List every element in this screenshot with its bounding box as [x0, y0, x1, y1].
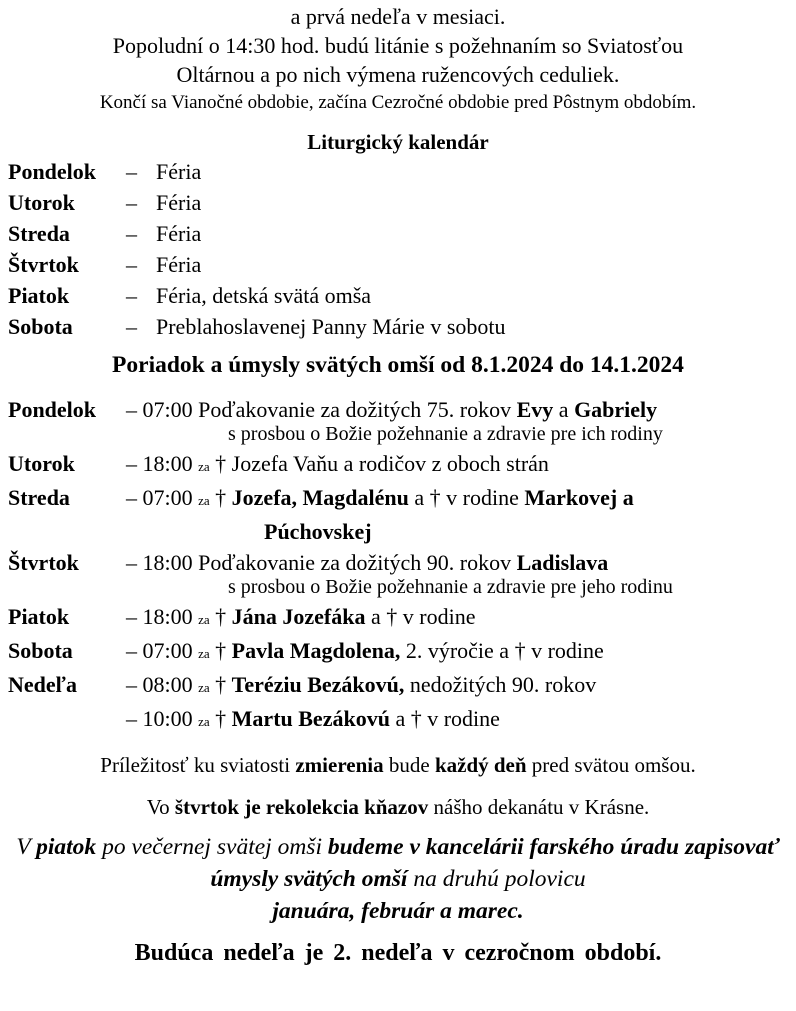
- info-bold: každý deň: [434, 753, 527, 777]
- mass-time: – 07:00: [126, 638, 193, 663]
- mass-day: Piatok: [8, 604, 70, 629]
- cross-icon: †: [215, 638, 227, 663]
- intro-line-1: a prvá nedeľa v mesiaci.: [290, 4, 506, 29]
- next-sunday-note: Budúca nedeľa je 2. nedeľa v cezročnom období.: [134, 940, 662, 966]
- calendar-day: Pondelok: [8, 159, 97, 184]
- mass-name: Gabriely: [574, 397, 658, 422]
- note-text: V: [16, 834, 37, 860]
- mass-day: Štvrtok: [8, 550, 79, 575]
- mass-text: a † v rodine: [389, 706, 500, 731]
- calendar-row: [8, 187, 796, 218]
- info-text: Vo: [146, 795, 175, 819]
- mass-row-saturday: [8, 635, 796, 669]
- calendar-text: Féria: [156, 190, 202, 215]
- calendar-row: [8, 156, 796, 187]
- mass-za: za: [198, 459, 210, 474]
- mass-za: za: [198, 680, 210, 695]
- calendar-row: [8, 311, 796, 342]
- mass-row-wednesday: [8, 482, 796, 547]
- calendar-day: Štvrtok: [8, 252, 79, 277]
- mass-day: Sobota: [8, 638, 73, 663]
- intro-line-3: Oltárnou a po nich výmena ružencových ceduliek.: [176, 62, 620, 87]
- calendar-day: Streda: [8, 221, 70, 246]
- cross-icon: †: [215, 604, 227, 629]
- mass-name: Markovej a: [524, 485, 634, 510]
- mass-name: Martu Bezákovú: [231, 706, 390, 731]
- calendar-dash: –: [126, 221, 137, 246]
- mass-row-sunday-2: [8, 703, 796, 737]
- mass-name: Teréziu Bezákovú,: [231, 672, 405, 697]
- mass-text: a: [553, 397, 575, 422]
- intro-line-4: Končí sa Vianočné obdobie, začína Cezročné obdobie pred Pôstnym obdobím.: [99, 92, 697, 113]
- note-bold: januára, február a marec.: [272, 898, 524, 924]
- mass-row-monday: [8, 394, 796, 448]
- calendar-dash: –: [126, 314, 137, 339]
- mass-text: 2. výročie a † v rodine: [400, 638, 604, 663]
- mass-schedule-title: Poriadok a úmysly svätých omší od 8.1.2024 do 14.1.2024: [112, 352, 684, 378]
- info-bold: štvrtok je rekolekcia kňazov: [174, 795, 429, 819]
- calendar-dash: –: [126, 252, 137, 277]
- mass-text: a † v rodine: [408, 485, 525, 510]
- mass-row-thursday: [8, 547, 796, 601]
- note-text: po večernej svätej omši: [96, 834, 328, 860]
- cross-icon: †: [215, 485, 227, 510]
- mass-name: Evy: [516, 397, 554, 422]
- mass-name: Jozefa, Magdalénu: [231, 485, 409, 510]
- calendar-dash: –: [126, 159, 137, 184]
- mass-day: Pondelok: [8, 397, 97, 422]
- confession-info: [0, 751, 796, 779]
- mass-day: Nedeľa: [8, 672, 77, 697]
- mass-text: Poďakovanie za dožitých 90. rokov: [192, 550, 517, 575]
- mass-za: za: [198, 612, 210, 627]
- mass-text: nedožitých 90. rokov: [404, 672, 597, 697]
- mass-time: – 07:00: [126, 397, 193, 422]
- calendar-text: Preblahoslavenej Panny Márie v sobotu: [156, 314, 506, 339]
- calendar-row: [8, 218, 796, 249]
- calendar-row: [8, 280, 796, 311]
- intro-text: [0, 2, 796, 117]
- calendar-text: Féria: [156, 221, 202, 246]
- info-text: nášho dekanátu v Krásne.: [428, 795, 650, 819]
- mass-time: – 18:00: [126, 451, 193, 476]
- mass-time: – 10:00: [126, 706, 193, 731]
- calendar-text: Féria, detská svätá omša: [156, 283, 372, 308]
- note-text: na druhú polovicu: [407, 866, 586, 892]
- mass-za: za: [198, 714, 210, 729]
- calendar-text: Féria: [156, 159, 202, 184]
- info-text: bude: [383, 753, 435, 777]
- note-bold: budeme v kancelárii farského úradu zapisovať úmysly svätých omší: [210, 834, 780, 892]
- mass-subtext: s prosbou o Božie požehnanie a zdravie pre ich rodiny: [228, 423, 663, 445]
- intro-line-2: Popoludní o 14:30 hod. budú litánie s požehnaním so Sviatosťou: [112, 33, 684, 58]
- liturgical-calendar: [8, 156, 796, 342]
- mass-za: za: [198, 493, 210, 508]
- mass-text: a † v rodine: [365, 604, 476, 629]
- mass-text: Jozefa Vaňu a rodičov z oboch strán: [226, 451, 549, 476]
- mass-subtext: s prosbou o Božie požehnanie a zdravie pre jeho rodinu: [228, 576, 673, 598]
- mass-schedule: [8, 394, 796, 737]
- office-note: [0, 831, 796, 927]
- mass-row-tuesday: [8, 448, 796, 482]
- mass-time: – 18:00: [126, 604, 193, 629]
- info-text: Príležitosť ku sviatosti: [100, 753, 296, 777]
- mass-day: Utorok: [8, 451, 75, 476]
- calendar-dash: –: [126, 190, 137, 215]
- cross-icon: †: [215, 451, 227, 476]
- calendar-title: Liturgický kalendár: [307, 130, 489, 154]
- info-bold: zmierenia: [295, 753, 384, 777]
- mass-time: – 18:00: [126, 550, 193, 575]
- cross-icon: †: [215, 672, 227, 697]
- mass-za: za: [198, 646, 210, 661]
- mass-time: – 07:00: [126, 485, 193, 510]
- calendar-day: Piatok: [8, 283, 70, 308]
- mass-name-continued: Púchovskej: [264, 519, 372, 544]
- calendar-day: Sobota: [8, 314, 73, 339]
- cross-icon: †: [215, 706, 227, 731]
- info-text: pred svätou omšou.: [526, 753, 696, 777]
- mass-name: Ladislava: [516, 550, 609, 575]
- recollection-info: [0, 793, 796, 821]
- mass-day: Streda: [8, 485, 70, 510]
- mass-text: Poďakovanie za dožitých 75. rokov: [192, 397, 517, 422]
- mass-name: Jána Jozefáka: [231, 604, 366, 629]
- mass-row-friday: [8, 601, 796, 635]
- calendar-day: Utorok: [8, 190, 75, 215]
- mass-row-sunday: [8, 669, 796, 703]
- mass-name: Pavla Magdolena,: [231, 638, 401, 663]
- calendar-row: [8, 249, 796, 280]
- calendar-text: Féria: [156, 252, 202, 277]
- mass-time: – 08:00: [126, 672, 193, 697]
- note-bold: piatok: [36, 834, 97, 860]
- calendar-dash: –: [126, 283, 137, 308]
